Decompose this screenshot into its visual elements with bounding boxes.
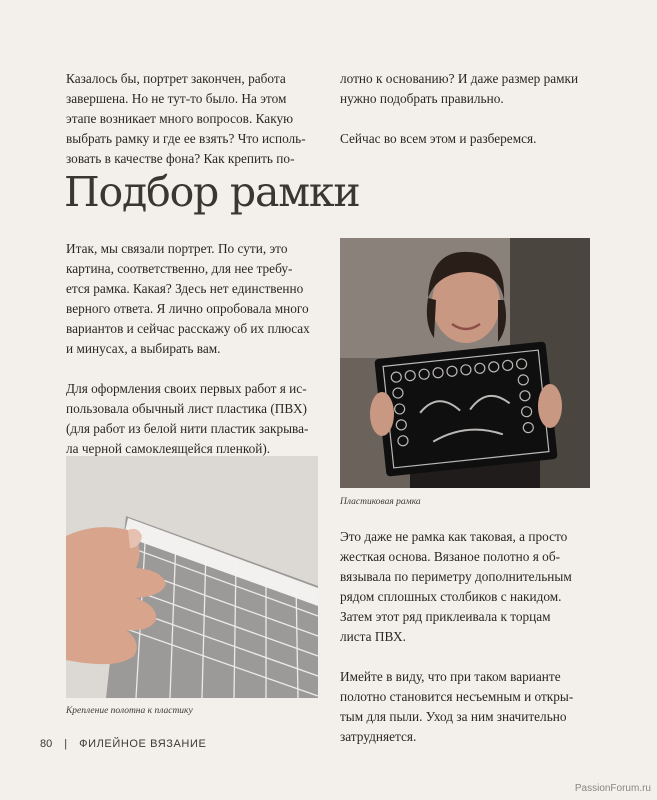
frame-photo-caption: Пластиковая рамка: [340, 497, 421, 507]
intro-paragraph-continued: лотно к основанию? И даже размер рамки нужно подобрать правильно.: [340, 71, 579, 106]
footer-separator: |: [64, 738, 68, 750]
intro-closing-paragraph: Сейчас во всем этом и разберемся.: [340, 131, 537, 146]
intro-right-column: [340, 69, 600, 169]
left-text-column: [66, 239, 328, 479]
body-paragraph: Итак, мы связали портрет. По сути, это картина, соответственно, для нее требу- ется рамка. Какая? Здесь нет единственно верного ответа. Я лично опробовала много вариантов и сейчас расскажу об их плюсах и минусах, а выбирать вам.: [66, 241, 310, 356]
plastic-frame-photo: [340, 238, 590, 488]
fabric-mount-illustration: [66, 456, 318, 698]
intro-paragraph: Казалось бы, портрет закончен, работа завершена. Но не тут-то было. На этом этапе возникает много вопросов. Какую выбрать рамку и где ее взять? Что исполь- зовать в качестве фона? Как крепить по-: [66, 71, 306, 166]
section-title: ФИЛЕЙНОЕ ВЯЗАНИЕ: [79, 738, 207, 750]
fabric-mount-photo: [66, 456, 318, 698]
body-paragraph: Это даже не рамка как таковая, а просто жесткая основа. Вязаное полотно я об- вязывала по периметру дополнительным рядом сплошных столбиков с накидом. Затем этот ряд приклеивала к торцам листа ПВХ.: [340, 529, 572, 644]
page-footer: [40, 738, 206, 750]
mount-photo-caption: Крепление полотна к пластику: [66, 706, 193, 716]
section-heading: Подбор рамки: [64, 168, 360, 216]
plastic-frame-illustration: [340, 238, 590, 488]
body-paragraph: Имейте в виду, что при таком варианте полотно становится несъемным и откры- тым для пыли. Уход за ним значительно затрудняется.: [340, 669, 574, 744]
body-paragraph: Для оформления своих первых работ я ис- пользовала обычный лист пластика (ПВХ) (для работ из белой нити пластик закрыва- ла черной самоклеящейся пленкой).: [66, 381, 309, 456]
watermark: PassionForum.ru: [574, 783, 651, 794]
page-number: 80: [40, 738, 53, 750]
right-text-column: [340, 527, 600, 767]
